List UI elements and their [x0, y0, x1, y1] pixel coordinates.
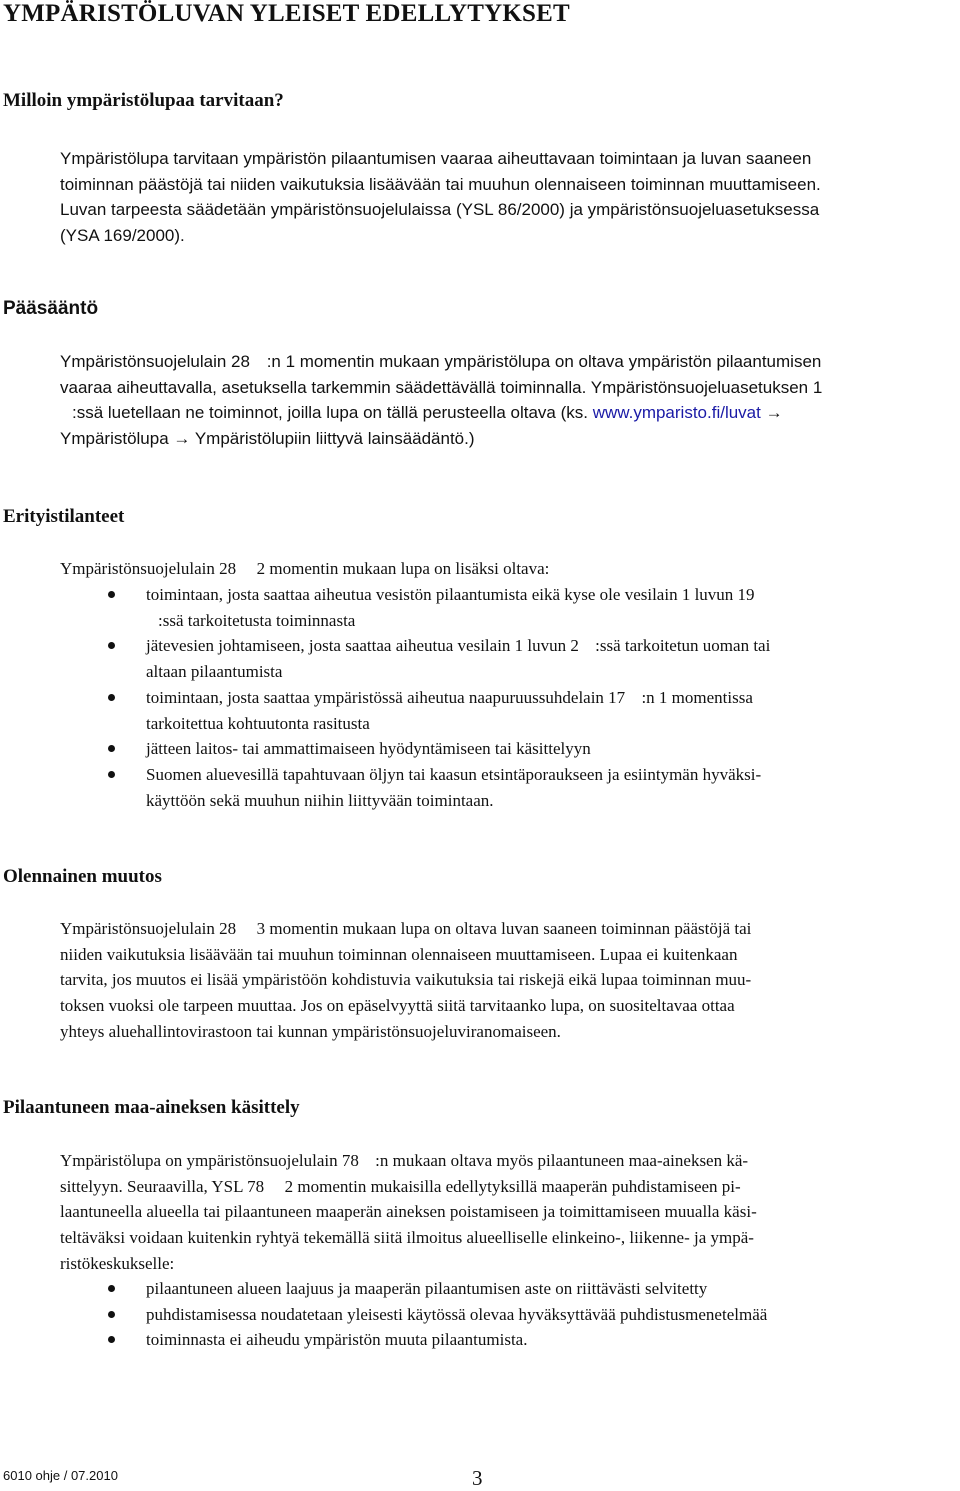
footer-document-id: 6010 ohje / 07.2010: [3, 1468, 118, 1483]
text-line: jätteen laitos- tai ammattimaiseen hyödyntämiseen tai käsittelyyn: [146, 739, 591, 759]
text-line: toksen vuoksi ole tarpeen muuttaa. Jos on epäselvyyttä siitä tarvitaanko lupa, on suositeltavaa ottaa: [60, 996, 735, 1016]
text-line: [60, 916, 955, 942]
text-line: [146, 633, 955, 659]
text-fragment: 2 momentin mukaisilla edellytyksillä maaperän puhdistamiseen pi-: [284, 1176, 741, 1196]
text-fragment: 2 momentin mukaan lupa on lisäksi oltava:: [256, 559, 550, 578]
text-fragment: :n 1 momentissa: [641, 687, 753, 707]
text-line: [60, 426, 955, 452]
text-line: tarvita, jos muutos ei lisää ympäristöön kohdistuvia vaikutuksia tai riskejä eikä lupaa toiminnan muu-: [60, 970, 752, 990]
text-fragment: :ssä luetellaan ne toiminnot, joilla lupa on tällä perusteella oltava (ks.: [72, 403, 593, 423]
text-line: [60, 349, 955, 375]
text-line: toiminnan päästöjä tai niiden vaikutuksia lisäävään tai muuhun olennaiseen toiminnan muuttamiseen.: [60, 174, 821, 194]
list-item: [60, 736, 955, 762]
text-fragment: toimintaan, josta saattaa ympäristössä aiheutua naapuruussuhdelain 17: [146, 687, 626, 707]
text-fragment: :n mukaan oltava myös pilaantuneen maa-aineksen kä-: [375, 1151, 749, 1170]
pilaantunut-list: [60, 1276, 955, 1353]
text-line: toiminnasta ei aiheudu ympäristön muuta pilaantumista.: [146, 1330, 528, 1350]
paragraph-erityis-intro: [60, 556, 955, 582]
text-line: vaaraa aiheuttavalla, asetuksella tarkemmin säädettävällä toiminnalla. Ympäristönsuojeluasetuksen 1: [60, 377, 823, 397]
list-item: [60, 1276, 955, 1302]
text-line: käyttöön sekä muuhun niihin liittyvään toimintaan.: [146, 790, 494, 810]
text-line: tarkoitettua kohtuutonta rasitusta: [146, 713, 370, 733]
list-item: [60, 685, 955, 736]
text-fragment: 3 momentin mukaan lupa on oltava luvan saaneen toiminnan päästöjä tai: [256, 919, 752, 938]
text-line: Suomen aluevesillä tapahtuvaan öljyn tai kaasun etsintäporaukseen ja esiintymän hyväksi-: [146, 764, 762, 784]
text-fragment: Ympäristönsuojelulain 28: [60, 919, 237, 938]
text-fragment: Ympäristönsuojelulain 28: [60, 352, 250, 371]
text-line: [146, 608, 955, 634]
text-fragment: Ympäristönsuojelulain 28: [60, 559, 237, 578]
text-line: teltäväksi voidaan kuitenkin ryhtyä tekemällä siitä ilmoitus alueelliselle elinkeino-, liikenne- ja ympä-: [60, 1228, 754, 1248]
text-fragment: :ssä tarkoitetusta toiminnasta: [158, 610, 356, 630]
text-fragment: :n 1 momentin mukaan ympäristölupa on oltava ympäristön pilaantumisen: [266, 352, 822, 371]
heading-pilaantunut: Pilaantuneen maa-aineksen käsittely: [3, 1097, 300, 1118]
arrow-right-icon: →: [173, 429, 191, 449]
page-number: 3: [472, 1466, 483, 1490]
ymparisto-link[interactable]: www.ymparisto.fi/luvat: [592, 403, 761, 423]
list-item: [60, 1302, 955, 1328]
heading-milloin: Milloin ympäristölupaa tarvitaan?: [3, 90, 284, 111]
text-fragment: Ympäristölupa on ympäristönsuojelulain 78: [60, 1151, 359, 1170]
paragraph-pilaantunut: [60, 1148, 955, 1277]
list-item: [60, 582, 955, 633]
paragraph-paasaanto: [60, 349, 955, 452]
text-line: [60, 1148, 955, 1174]
text-fragment: Ympäristölupa: [60, 429, 169, 449]
erityis-list: [60, 582, 955, 813]
bullet-icon: [108, 745, 115, 752]
paragraph-olennainen: [60, 916, 955, 1045]
bullet-icon: [108, 591, 115, 598]
text-line: toimintaan, josta saattaa aiheutua vesistön pilaantumista eikä kyse ole vesilain 1 luvun 19: [146, 585, 755, 604]
bullet-icon: [108, 642, 115, 649]
heading-olennainen: Olennainen muutos: [3, 866, 162, 887]
list-item: [60, 633, 955, 684]
bullet-icon: [108, 1311, 115, 1318]
text-line: (YSA 169/2000).: [60, 226, 185, 246]
bullet-icon: [108, 1285, 115, 1292]
text-line: yhteys aluehallintovirastoon tai kunnan ympäristönsuojeluviranomaiseen.: [60, 1021, 561, 1041]
paragraph-milloin: [60, 146, 955, 249]
heading-paasaanto: Pääsääntö: [3, 298, 99, 319]
text-line: [146, 685, 955, 711]
bullet-icon: [108, 1336, 115, 1343]
bullet-icon: [108, 694, 115, 701]
text-fragment: :ssä tarkoitetun uoman tai: [595, 636, 771, 656]
text-line: puhdistamisessa noudatetaan yleisesti käytössä olevaa hyväksyttävää puhdistusmenetelmää: [146, 1304, 768, 1324]
text-line: altaan pilaantumista: [146, 662, 283, 682]
text-fragment: sittelyyn. Seuraavilla, YSL 78: [60, 1176, 265, 1196]
arrow-right-icon: →: [765, 403, 783, 423]
text-line: Ympäristölupa tarvitaan ympäristön pilaantumisen vaaraa aiheuttavaan toimintaan ja luvan saaneen: [60, 149, 812, 168]
text-line: [60, 556, 955, 582]
heading-erityistilanteet: Erityistilanteet: [3, 506, 125, 527]
page-title: YMPÄRISTÖLUVAN YLEISET EDELLYTYKSET: [3, 0, 570, 27]
bullet-icon: [108, 771, 115, 778]
text-line: [60, 400, 955, 426]
text-line: pilaantuneen alueen laajuus ja maaperän pilaantumisen aste on riittävästi selvitetty: [146, 1279, 708, 1298]
list-item: [60, 762, 955, 813]
text-line: [60, 1174, 955, 1200]
text-line: niiden vaikutuksia lisäävään tai muuhun toiminnan olennaiseen muuttamiseen. Lupaa ei kuitenkaan: [60, 944, 738, 964]
list-item: [60, 1327, 955, 1353]
text-fragment: Ympäristölupiin liittyvä lainsäädäntö.): [194, 429, 475, 449]
text-line: Luvan tarpeesta säädetään ympäristönsuojelulaissa (YSL 86/2000) ja ympäristönsuojeluasetuksessa: [60, 200, 820, 220]
text-fragment: jätevesien johtamiseen, josta saattaa aiheutua vesilain 1 luvun 2: [146, 636, 579, 656]
text-line: ristökeskukselle:: [60, 1253, 175, 1273]
text-line: laantuneella alueella tai pilaantuneen maaperän aineksen poistamiseen ja toimittamiseen muualla käsi-: [60, 1202, 757, 1222]
